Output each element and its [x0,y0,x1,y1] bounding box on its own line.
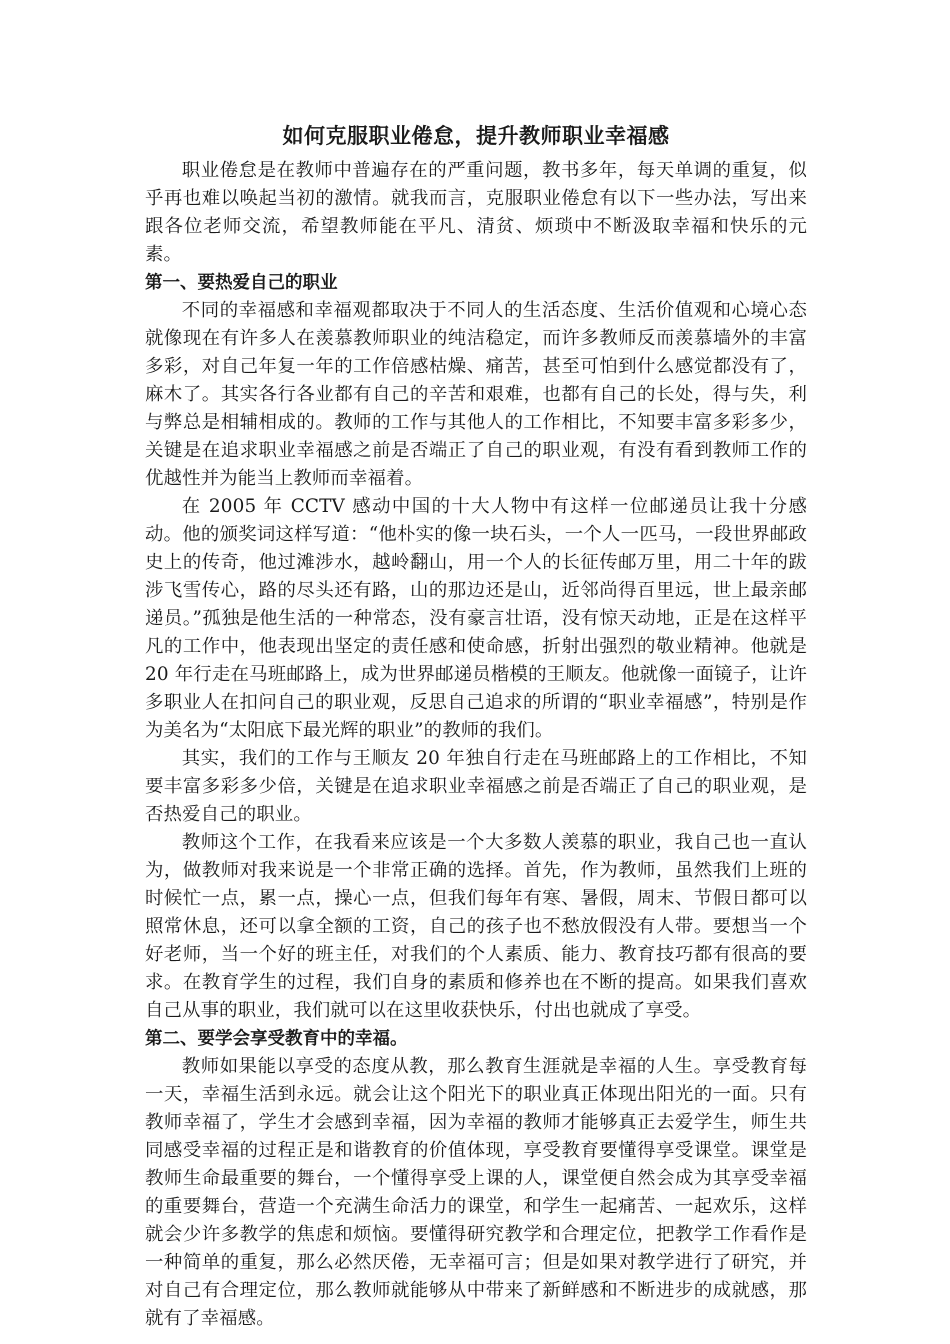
document-page [145,118,807,1333]
section2-paragraph-1: 教师如果能以享受的态度从教，那么教育生涯就是幸福的人生。享受教育每一天，幸福生活到永远。就会让这个阳光下的职业真正体现出阳光的一面。只有教师幸福了，学生才会感到幸福，因为幸福的教师才能够真正去爱学生，师生共同感受幸福的过程正是和谐教育的价值体现，享受教育要懂得享受课堂。课堂是教师生命最重要的舞台，一个懂得享受上课的人，课堂便自然会成为其享受幸福的重要舞台，营造一个充满生命活力的课堂，和学生一起痛苦、一起欢乐，这样就会少许多教学的焦虑和烦恼。要懂得研究教学和合理定位，把教学工作看作是一种简单的重复，那么必然厌倦，无幸福可言；但是如果对教学进行了研究，并对自己有合理定位，那么教师就能够从中带来了新鲜感和不断进步的成就感，那就有了幸福感。 [145,1056,807,1329]
section1-paragraph-4: 教师这个工作，在我看来应该是一个大多数人羡慕的职业，我自己也一直认为，做教师对我来说是一个非常正确的选择。首先，作为教师，虽然我们上班的时候忙一点，累一点，操心一点，但我们每年有寒、暑假，周末、节假日都可以照常休息，还可以拿全额的工资，自己的孩子也不愁放假没有人带。要想当一个好老师，当一个好的班主任，对我们的个人素质、能力、教育技巧都有很高的要求。在教育学生的过程，我们自身的素质和修养也在不断的提高。如果我们喜欢自己从事的职业，我们就可以在这里收获快乐，付出也就成了享受。 [145,832,807,1021]
section2-heading: 第二、要学会享受教育中的幸福。 [145,1029,408,1049]
section1-heading: 第一、要热爱自己的职业 [145,273,338,293]
document-title: 如何克服职业倦怠，提升教师职业幸福感 [282,124,670,148]
section1-paragraph-1: 不同的幸福感和幸福观都取决于不同人的生活态度、生活价值观和心境心态就像现在有许多人在羡慕教师职业的纯洁稳定，而许多教师反而羡慕墙外的丰富多彩，对自己年复一年的工作倍感枯燥、痛苦，甚至可怕到什么感觉都没有了，麻木了。其实各行各业都有自己的辛苦和艰难，也都有自己的长处，得与失，利与弊总是相辅相成的。教师的工作与其他人的工作相比，不知要丰富多彩多少，关键是在追求职业幸福感之前是否端正了自己的职业观，有没有看到教师工作的优越性并为能当上教师而幸福着。 [145,300,807,489]
section1-paragraph-2: 在 2005 年 CCTV 感动中国的十大人物中有这样一位邮递员让我十分感动。他的颁奖词这样写道：“他朴实的像一块石头，一个人一匹马，一段世界邮政史上的传奇，他过滩涉水，越岭翻山，用一个人的长征传邮万里，用二十年的跋涉飞雪传心，路的尽头还有路，山的那边还是山，近邻尚得百里远，世上最亲邮递员。”孤独是他生活的一种常态，没有豪言壮语，没有惊天动地，正是在这样平凡的工作中，他表现出坚定的责任感和使命感，折射出强烈的敬业精神。他就是 20 年行走在马班邮路上，成为世界邮递员楷模的王顺友。他就像一面镜子，让许多职业人在扣问自己的职业观，反思自己追求的所谓的“职业幸福感”，特别是作为美名为“太阳底下最光辉的职业”的教师的我们。 [145,496,807,741]
section1-paragraph-3: 其实，我们的工作与王顺友 20 年独自行走在马班邮路上的工作相比，不知要丰富多彩多少倍，关键是在追求职业幸福感之前是否端正了自己的职业观，是否热爱自己的职业。 [145,748,807,825]
intro-paragraph: 职业倦怠是在教师中普遍存在的严重问题，教书多年，每天单调的重复，似乎再也难以唤起当初的激情。就我而言，克服职业倦怠有以下一些办法，写出来跟各位老师交流，希望教师能在平凡、清贫、烦琐中不断汲取幸福和快乐的元素。 [145,160,807,265]
